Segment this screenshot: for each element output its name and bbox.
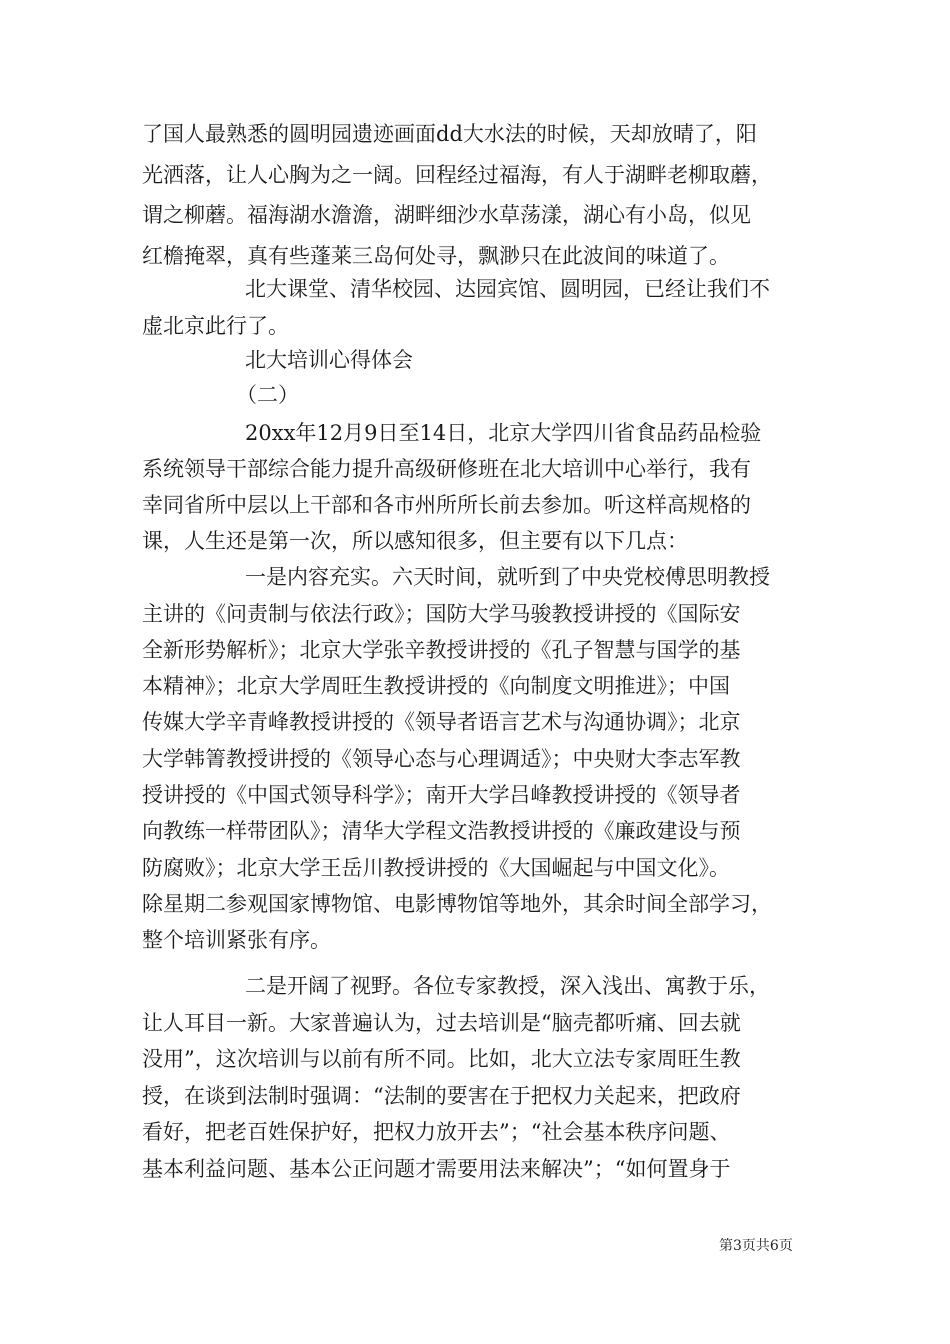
- page-number: 第3页共6页: [719, 1238, 793, 1254]
- text-line: 主讲的《问责制与依法行政》；国防大学马骏教授讲授的《国际安: [142, 602, 741, 626]
- text-line: 光洒落，让人心胸为之一阔。回程经过福海，有人于湖畔老柳取蘑，: [142, 163, 772, 187]
- text-line: 看好，把老百姓保护好，把权力放开去”；“社会基本秩序问题、: [142, 1120, 731, 1144]
- text-line: 全新形势解析》；北京大学张辛教授讲授的《孔子智慧与国学的基: [142, 638, 741, 662]
- text-line: 授讲授的《中国式领导科学》；南开大学吕峰教授讲授的《领导者: [142, 783, 741, 807]
- text-line: 让人耳目一新。大家普遍认为，过去培训是“脑壳都听痛、回去就: [142, 1011, 741, 1035]
- text-line: 大学韩箐教授讲授的《领导心态与心理调适》；中央财大李志军教: [142, 747, 741, 771]
- text-line: 授，在谈到法制时强调：“法制的要害在于把权力关起来，把政府: [142, 1084, 741, 1108]
- text-line: 基本利益问题、基本公正问题才需要用法来解决”；“如何置身于: [142, 1157, 731, 1181]
- text-line: 防腐败》；北京大学王岳川教授讲授的《大国崛起与中国文化》。: [142, 856, 730, 880]
- text-line: 二是开阔了视野。各位专家教授，深入浅出、寓教于乐，: [245, 974, 770, 998]
- text-line: 没用”，这次培训与以前有所不同。比如，北大立法专家周旺生教: [142, 1047, 741, 1071]
- text-line: 课，人生还是第一次，所以感知很多，但主要有以下几点：: [142, 529, 688, 553]
- text-line: 了国人最熟悉的圆明园遗迹画面dd大水法的时候，天却放晴了，阳: [142, 122, 757, 146]
- text-line: 20xx年12月9日至14日，北京大学四川省食品药品检验: [245, 421, 762, 445]
- text-line: 一是内容充实。六天时间，就听到了中央党校傅思明教授: [245, 565, 770, 589]
- text-line: 整个培训紧张有序。: [142, 928, 331, 952]
- text-line: 谓之柳蘑。福海湖水澹澹，湖畔细沙水草荡漾，湖心有小岛，似见: [142, 203, 751, 227]
- text-line: 幸同省所中层以上干部和各市州所所长前去参加。听这样高规格的: [142, 493, 751, 517]
- text-line: 向教练一样带团队》；清华大学程文浩教授讲授的《廉政建设与预: [142, 819, 741, 843]
- text-line: 本精神》；北京大学周旺生教授讲授的《向制度文明推进》；中国: [142, 674, 730, 698]
- text-line: 除星期二参观国家博物馆、电影博物馆等地外，其余时间全部学习，: [142, 892, 772, 916]
- text-line: 红檐掩翠，真有些蓬莱三岛何处寻，飘渺只在此波间的味道了。: [142, 244, 730, 268]
- section-title: 北大培训心得体会: [245, 348, 413, 372]
- text-line: 传媒大学辛青峰教授讲授的《领导者语言艺术与沟通协调》；北京: [142, 710, 741, 734]
- section-number: （二）: [236, 383, 299, 407]
- text-line: 系统领导干部综合能力提升高级研修班在北大培训中心举行，我有: [142, 457, 751, 481]
- text-line: 虚北京此行了。: [142, 314, 289, 338]
- text-line: 北大课堂、清华校园、达园宾馆、圆明园，已经让我们不: [245, 277, 770, 301]
